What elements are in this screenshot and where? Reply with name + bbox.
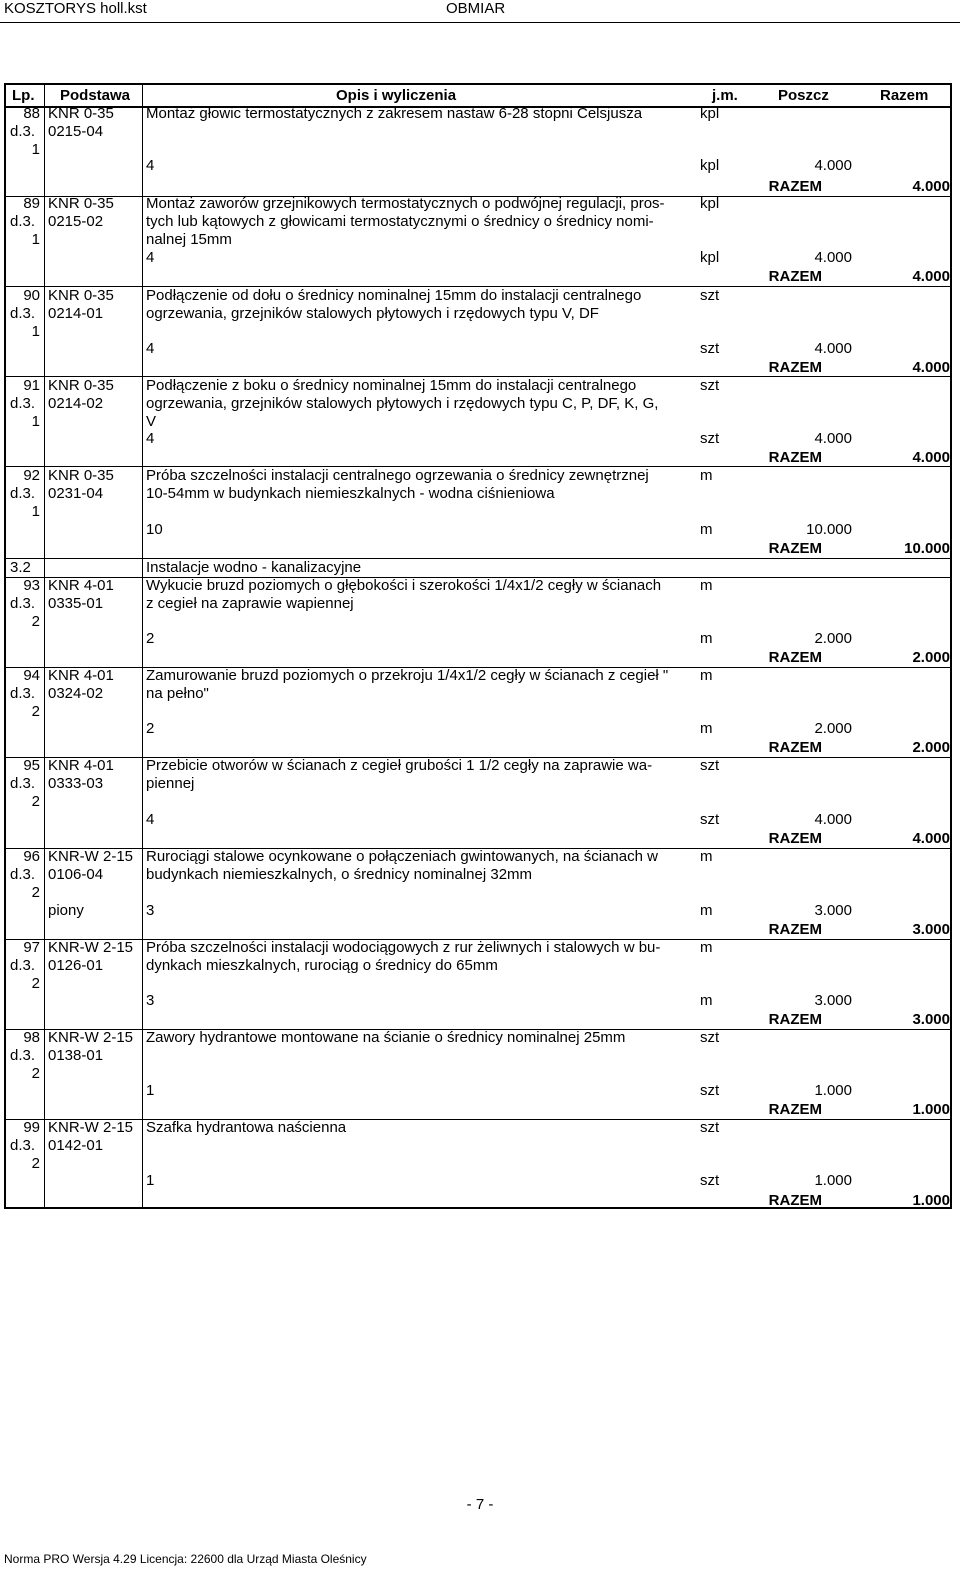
calc-value: 10.000 [806,521,852,538]
item-catalog: KNR 0-35 [48,105,114,122]
item-description: Zamurowanie bruzd poziomych o przekroju 1/4x1/2 cegły w ścianach z cegieł " [146,667,669,684]
razem-label: RAZEM [768,178,822,195]
calc-value: 4.000 [814,811,852,828]
col-divider [142,85,143,1207]
item-number: 89 [23,195,40,212]
razem-label: RAZEM [768,1192,822,1209]
razem-value: 4.000 [912,178,950,195]
item-catalog: KNR-W 2-15 [48,1119,134,1136]
item-chapter: d.3. [10,866,36,883]
calc-quantity: 3 [146,992,155,1009]
calc-unit: m [700,521,713,538]
item-subnumber: 2 [31,1065,40,1082]
calc-unit: szt [700,1082,720,1099]
razem-label: RAZEM [768,830,822,847]
item-catalog: KNR 4-01 [48,667,114,684]
razem-value: 2.000 [912,649,950,666]
calc-value: 2.000 [814,630,852,647]
razem-value: 4.000 [912,830,950,847]
item-catalog-code: 0215-04 [48,123,104,140]
item-number: 88 [23,105,40,122]
calc-quantity: 1 [146,1082,155,1099]
calc-quantity: 10 [146,521,163,538]
razem-value: 1.000 [912,1192,950,1209]
item-unit: szt [700,1119,720,1136]
item-number: 93 [23,577,40,594]
calc-quantity: 2 [146,720,155,737]
razem-value: 2.000 [912,739,950,756]
item-catalog: KNR-W 2-15 [48,939,134,956]
col-lp: Lp. [12,87,35,104]
item-subnumber: 1 [31,503,40,520]
razem-value: 3.000 [912,921,950,938]
calc-unit: m [700,902,713,919]
cost-table [4,83,952,1209]
calc-value: 1.000 [814,1172,852,1189]
calc-unit: kpl [700,157,720,174]
calc-value: 1.000 [814,1082,852,1099]
razem-label: RAZEM [768,449,822,466]
calc-quantity: 4 [146,340,155,357]
calc-quantity: 2 [146,630,155,647]
item-number: 90 [23,287,40,304]
header-rule [0,22,960,23]
item-chapter: d.3. [10,685,36,702]
item-unit: m [700,667,713,684]
item-subnumber: 2 [31,884,40,901]
item-catalog-code: 0106-04 [48,866,104,883]
item-number: 94 [23,667,40,684]
razem-value: 4.000 [912,359,950,376]
item-unit: m [700,939,713,956]
calc-unit: m [700,720,713,737]
item-chapter: d.3. [10,485,36,502]
razem-label: RAZEM [768,1011,822,1028]
item-chapter: d.3. [10,1137,36,1154]
item-description: Podłączenie z boku o średnicy nominalnej 15mm do instalacji centralnego [146,377,637,394]
item-catalog-code: 0126-01 [48,957,104,974]
calc-unit: kpl [700,249,720,266]
page-header [0,0,960,20]
item-catalog: KNR 0-35 [48,287,114,304]
calc-unit: m [700,630,713,647]
calc-quantity: 4 [146,811,155,828]
item-description: Podłączenie od dołu o średnicy nominalnej 15mm do instalacji centralnego [146,287,642,304]
item-chapter: d.3. [10,595,36,612]
col-poszcz: Poszcz [778,87,829,104]
item-subnumber: 1 [31,231,40,248]
item-note: piony [48,902,84,919]
item-description: ogrzewania, grzejników stalowych płytowych i rzędowych typu V, DF [146,305,599,322]
item-catalog-code: 0214-02 [48,395,104,412]
razem-value: 3.000 [912,1011,950,1028]
item-catalog: KNR 0-35 [48,195,114,212]
item-subnumber: 1 [31,141,40,158]
item-description: z cegieł na zaprawie wapiennej [146,595,354,612]
calc-value: 4.000 [814,157,852,174]
razem-value: 10.000 [904,540,950,557]
item-description: Szafka hydrantowa naścienna [146,1119,347,1136]
item-number: 95 [23,757,40,774]
item-number: 96 [23,848,40,865]
item-unit: szt [700,757,720,774]
razem-value: 1.000 [912,1101,950,1118]
item-catalog: KNR 4-01 [48,757,114,774]
calc-quantity: 1 [146,1172,155,1189]
calc-unit: szt [700,430,720,447]
item-chapter: d.3. [10,957,36,974]
item-catalog-code: 0214-01 [48,305,104,322]
razem-label: RAZEM [768,540,822,557]
calc-quantity: 3 [146,902,155,919]
item-catalog: KNR 0-35 [48,467,114,484]
item-subnumber: 1 [31,323,40,340]
item-number: 91 [23,377,40,394]
item-subnumber: 2 [31,1155,40,1172]
item-catalog-code: 0335-01 [48,595,104,612]
item-unit: m [700,467,713,484]
col-jm: j.m. [712,87,738,104]
calc-unit: szt [700,1172,720,1189]
item-subnumber: 2 [31,613,40,630]
razem-value: 4.000 [912,449,950,466]
item-description: 10-54mm w budynkach niemieszkalnych - wodna ciśnieniowa [146,485,555,502]
item-number: 92 [23,467,40,484]
item-description: V [146,413,157,430]
section-number: 3.2 [10,559,31,576]
document-title: KOSZTORYS holl.kst [4,0,147,17]
item-subnumber: 2 [31,703,40,720]
razem-label: RAZEM [768,649,822,666]
item-subnumber: 2 [31,975,40,992]
calc-quantity: 4 [146,430,155,447]
item-description: nalnej 15mm [146,231,232,248]
item-unit: szt [700,1029,720,1046]
col-opis: Opis i wyliczenia [336,87,457,104]
calc-value: 3.000 [814,902,852,919]
item-description: ogrzewania, grzejników stalowych płytowych i rzędowych typu C, P, DF, K, G, [146,395,659,412]
item-unit: szt [700,377,720,394]
section-title: Instalacje wodno - kanalizacyjne [146,559,362,576]
item-number: 98 [23,1029,40,1046]
item-catalog-code: 0333-03 [48,775,104,792]
calc-value: 4.000 [814,249,852,266]
document-section: OBMIAR [446,0,506,17]
item-description: Próba szczelności instalacji wodociągowych z rur żeliwnych i stalowych w bu- [146,939,661,956]
calc-unit: szt [700,340,720,357]
item-unit: m [700,848,713,865]
calc-quantity: 4 [146,249,155,266]
razem-label: RAZEM [768,268,822,285]
item-description: Próba szczelności instalacji centralnego ogrzewania o średnicy zewnętrznej [146,467,649,484]
calc-quantity: 4 [146,157,155,174]
item-catalog: KNR-W 2-15 [48,848,134,865]
item-unit: szt [700,287,720,304]
col-podstawa: Podstawa [60,87,131,104]
col-divider [44,85,45,1207]
calc-value: 3.000 [814,992,852,1009]
col-razem: Razem [880,87,929,104]
item-catalog: KNR 0-35 [48,377,114,394]
item-subnumber: 2 [31,793,40,810]
item-catalog: KNR-W 2-15 [48,1029,134,1046]
item-description: na pełno" [146,685,209,702]
calc-value: 2.000 [814,720,852,737]
calc-unit: szt [700,811,720,828]
item-number: 99 [23,1119,40,1136]
item-description: Montaż głowic termostatycznych z zakresem nastaw 6-28 stopni Celsjusza [146,105,643,122]
item-catalog: KNR 4-01 [48,577,114,594]
item-description: tych lub kątowych z głowicami termostatycznymi o średnicy o średnicy nomi- [146,213,654,230]
razem-value: 4.000 [912,268,950,285]
page-number: - 7 - [466,1496,494,1513]
razem-label: RAZEM [768,739,822,756]
item-description: Montaż zaworów grzejnikowych termostatycznych o podwójnej regulacji, pros- [146,195,665,212]
item-catalog-code: 0324-02 [48,685,104,702]
item-catalog-code: 0138-01 [48,1047,104,1064]
item-chapter: d.3. [10,775,36,792]
item-description: Przebicie otworów w ścianach z cegieł grubości 1 1/2 cegły na zaprawie wa- [146,757,653,774]
item-description: Zawory hydrantowe montowane na ścianie o średnicy nominalnej 25mm [146,1029,626,1046]
item-chapter: d.3. [10,395,36,412]
item-description: Wykucie bruzd poziomych o głębokości i szerokości 1/4x1/2 cegły w ścianach [146,577,662,594]
item-description: Rurociągi stalowe ocynkowane o połączeniach gwintowanych, na ścianach w [146,848,658,865]
calc-unit: m [700,992,713,1009]
item-catalog-code: 0215-02 [48,213,104,230]
item-number: 97 [23,939,40,956]
razem-label: RAZEM [768,921,822,938]
razem-label: RAZEM [768,1101,822,1118]
item-description: dynkach mieszkalnych, rurociąg o średnicy do 65mm [146,957,498,974]
item-chapter: d.3. [10,123,36,140]
item-description: budynkach niemieszkalnych, o średnicy nominalnej 32mm [146,866,533,883]
item-subnumber: 1 [31,413,40,430]
item-chapter: d.3. [10,305,36,322]
footer-license: Norma PRO Wersja 4.29 Licencja: 22600 dla Urząd Miasta Oleśnicy [4,1552,367,1566]
item-chapter: d.3. [10,1047,36,1064]
item-description: piennej [146,775,195,792]
item-unit: kpl [700,105,720,122]
item-catalog-code: 0231-04 [48,485,104,502]
calc-value: 4.000 [814,340,852,357]
item-unit: kpl [700,195,720,212]
item-unit: m [700,577,713,594]
calc-value: 4.000 [814,430,852,447]
item-catalog-code: 0142-01 [48,1137,104,1154]
razem-label: RAZEM [768,359,822,376]
item-chapter: d.3. [10,213,36,230]
